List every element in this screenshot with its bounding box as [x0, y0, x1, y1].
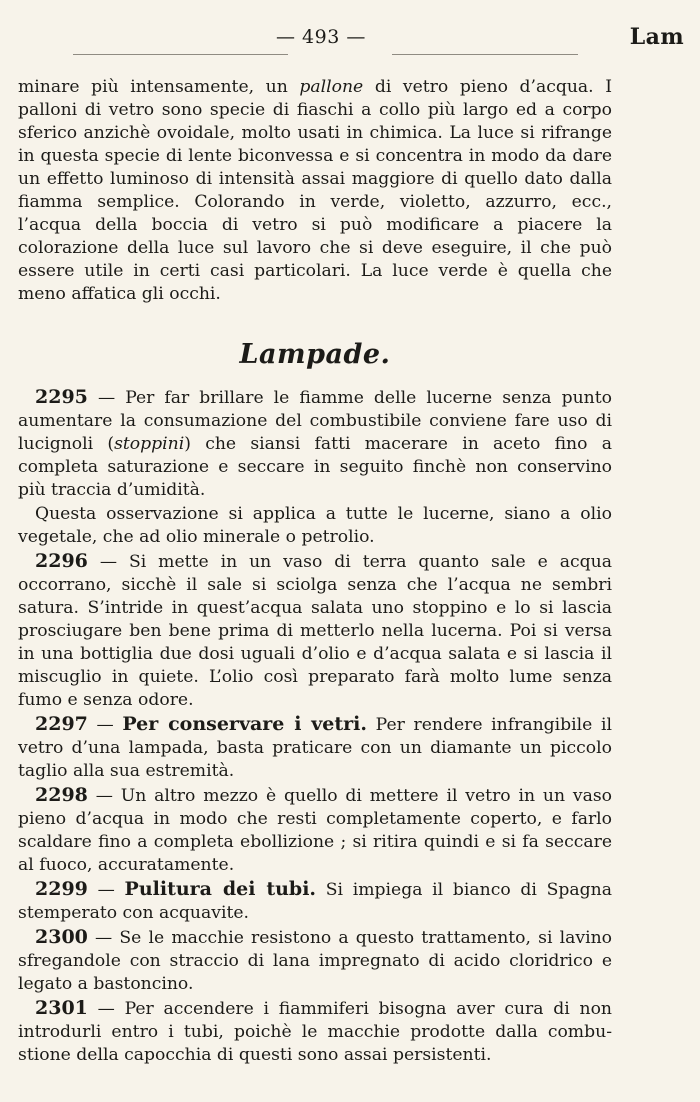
entry-text: Si mette in un vaso di terra quanto sale e acqua occorrano, sicchè il sale si sciolga senza che l’acqua ne sembri satura. S’intride in quest’acqua salata uno stoppino e lo si lascia prosciugare ben bene prima di metterlo nella lucerna. Poi si versa in una bottiglia due dosi uguali d’olio e d’acqua salata e si lascia il miscuglio in quiete. L’olio così preparato farà molto lume senza fumo e senza odore.	[18, 552, 612, 710]
entry-2301	[18, 997, 612, 1067]
entry-2299	[18, 878, 612, 925]
entry-dash: —	[87, 880, 125, 900]
entry-number: 2296	[35, 550, 88, 572]
entry-number: 2297	[35, 713, 88, 735]
header-rule-left	[73, 54, 288, 55]
running-head: Lam	[629, 24, 684, 50]
entry-dash: —	[87, 388, 126, 408]
entry-italic-term: stoppini	[114, 434, 185, 454]
entry-dash: —	[87, 552, 129, 572]
entry-text: Per far brillare le fiamme delle lucerne senza punto aumentare la consumazione del combustibile conviene fare uso di lucignoli (	[18, 388, 612, 454]
intro-paragraph	[18, 76, 612, 306]
entry-number: 2301	[35, 997, 88, 1019]
entry-number: 2298	[35, 784, 88, 806]
entry-text: Per accendere i fiammiferi bisogna aver cura di non introdurli entro i tubi, poichè le macchie prodotte dalla combustione della capocchia di questi sono assai persistenti.	[18, 999, 612, 1065]
entry-text: ) che siansi fatti macerare in aceto fino a completa saturazione e seccare in seguito finchè non conservino più traccia d’umidità.	[18, 434, 612, 500]
entry-dash: —	[87, 715, 123, 735]
entry-2295-note	[18, 503, 612, 549]
entry-text: Si impiega il bianco di Spagna stemperato con acquavite.	[18, 880, 612, 923]
entry-text: Per rendere infrangibile il vetro d’una lampada, basta praticare con un diamante un piccolo taglio alla sua estremità.	[18, 715, 612, 781]
entry-text: Un altro mezzo è quello di mettere il vetro in un vaso pieno d’acqua in modo che resti completamente coperto, e farlo scaldare fino a completa ebollizione ; si ritira quindi e si fa seccare al fuoco, accuratamente.	[18, 786, 612, 875]
intro-text-part1: minare più intensamente, un	[18, 77, 300, 97]
intro-italic-term: pallone	[299, 77, 364, 97]
entry-dash: —	[87, 786, 121, 806]
intro-text-part2: di vetro pieno d’acqua. I palloni di vetro sono specie di fiaschi a collo più largo ed a corpo sferico anzichè ovoidale, molto usati in chimica. La luce si rifrange in questa specie di lente biconvessa e si concentra in modo da dare un effetto luminoso di intensità assai maggiore di quello dato dalla fiamma semplice. Colorando in verde, violetto, azzurro, ecc., l’acqua della boccia di vetro si può modificare a piacere la colorazione della luce sul lavoro che si deve eseguire, il che può essere utile in certi casi particolari. La luce verde è quella che meno affatica gli occhi.	[18, 77, 612, 304]
entry-heading: Pulitura dei tubi.	[124, 878, 317, 900]
entry-2298	[18, 784, 612, 877]
entry-heading: Per conservare i vetri.	[122, 713, 367, 735]
entry-dash: —	[87, 928, 120, 948]
section-title: Lampade.	[239, 339, 391, 370]
entry-2295	[18, 386, 612, 502]
entry-2296	[18, 550, 612, 712]
page-number: — 493 —	[276, 26, 366, 48]
entry-number: 2299	[35, 878, 88, 900]
page-header	[18, 22, 684, 56]
entry-text: Questa osservazione si applica a tutte le lucerne, siano a olio vegetale, che ad olio minerale o petrolio.	[18, 504, 612, 547]
entry-text: Se le macchie resistono a questo trattamento, si lavino sfregandole con straccio di lana impregnato di acido cloridrico e legato a bastoncino.	[18, 928, 612, 994]
entry-2300	[18, 926, 612, 996]
entry-number: 2300	[35, 926, 88, 948]
entry-dash: —	[87, 999, 125, 1019]
entry-2297	[18, 713, 612, 783]
header-rule-right	[392, 54, 578, 55]
entry-number: 2295	[35, 386, 88, 408]
